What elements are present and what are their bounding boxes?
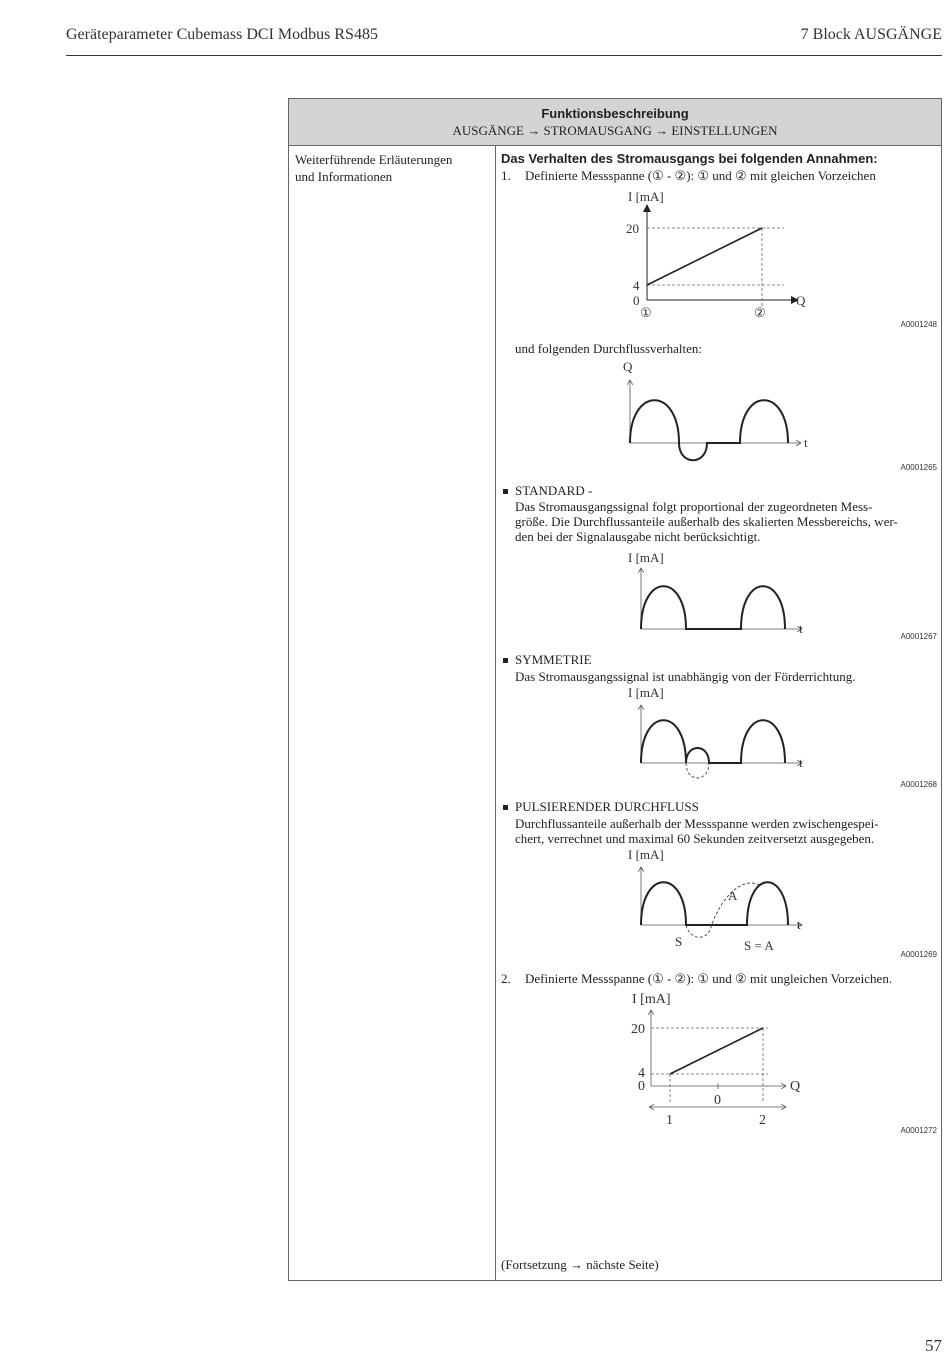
bullet-standard (503, 489, 508, 494)
header-rule (66, 55, 942, 56)
symmetrie-title: SYMMETRIE (515, 652, 592, 667)
fig6-tick-20: 20 (631, 1022, 645, 1037)
table-path: AUSGÄNGE → STROMAUSGANG → EINSTELLUNGEN (452, 123, 778, 138)
standard-line-1: Das Stromausgangssignal folgt proportional der zugeordneten Mess- (515, 499, 873, 514)
fig4-xlabel: t (799, 755, 803, 770)
fig5-label-a: A (728, 888, 738, 903)
standard-line-3: den bei der Signalausgabe nicht berücksichtigt. (515, 529, 761, 544)
fig6-tick-0: 0 (638, 1079, 645, 1094)
fig3-xlabel: t (799, 621, 803, 636)
left-cell (295, 151, 491, 185)
puls-title: PULSIERENDER DURCHFLUSS (515, 799, 699, 814)
fig6-marker-1: 1 (666, 1113, 673, 1128)
figure-standard-output (620, 548, 820, 638)
fig4-ylabel: I [mA] (628, 685, 664, 700)
fig6-marker-2: 2 (759, 1113, 766, 1128)
figure-flow-behaviour (615, 358, 815, 468)
running-header-title: Geräteparameter Cubemass DCI Modbus RS485 (66, 26, 378, 43)
figure-pulsierend-output (620, 845, 820, 955)
page-number: 57 (925, 1336, 942, 1355)
flow-intro: und folgenden Durchflussverhalten: (515, 341, 703, 356)
fig5-label-s: S (675, 934, 683, 949)
column-divider (495, 146, 496, 1280)
bullet-puls (503, 805, 508, 810)
figure-current-span-different-sign (620, 988, 820, 1128)
fig6-xlabel: Q (790, 1079, 801, 1094)
fig6-code: A0001272 (900, 1126, 937, 1135)
fig5-code: A0001269 (900, 950, 937, 959)
fig1-ylabel: I [mA] (628, 189, 664, 204)
intro-heading: Das Verhalten des Stromausgangs bei folgenden Annahmen: (501, 151, 878, 166)
item-1-number: 1. (501, 168, 511, 183)
item-2-text: Definierte Messspanne (① - ②): ① und ② mit ungleichen Vorzeichen. (525, 971, 893, 986)
fig4-code: A0001268 (900, 780, 937, 789)
standard-line-2: größe. Die Durchflussanteile außerhalb des skalierten Messbereichs, wer- (515, 514, 898, 529)
fig2-code: A0001265 (900, 463, 937, 472)
running-header-section: 7 Block AUSGÄNGE (800, 26, 942, 43)
continuation-note: (Fortsetzung → nächste Seite) (501, 1257, 659, 1272)
fig1-tick-4: 4 (633, 278, 640, 293)
fig2-ylabel: Q (623, 359, 633, 374)
fig1-marker-2: ② (754, 305, 766, 320)
fig2-xlabel: t (804, 435, 808, 450)
fig5-label-eq: S = A (744, 938, 774, 953)
puls-line-1: Durchflussanteile außerhalb der Messspanne werden zwischengespei- (515, 816, 879, 831)
fig5-ylabel: I [mA] (628, 847, 664, 862)
fig5-xlabel: t (797, 917, 801, 932)
figure-symmetrie-output (620, 683, 820, 783)
table-header (289, 99, 941, 146)
table-title: Funktionsbeschreibung (541, 106, 689, 121)
puls-line-2: chert, verrechnet und maximal 60 Sekunden zeitversetzt ausgegeben. (515, 831, 875, 846)
figure-current-span-same-sign (600, 185, 820, 320)
fig1-code: A0001248 (900, 320, 937, 329)
symmetrie-text: Das Stromausgangssignal ist unabhängig von der Förderrichtung. (515, 669, 856, 684)
fig1-tick-0: 0 (633, 293, 640, 308)
fig6-x0: 0 (714, 1093, 721, 1108)
bullet-symmetrie (503, 658, 508, 663)
fig1-xlabel: Q (796, 293, 806, 308)
item-1-text: Definierte Messspanne (① - ②): ① und ② mit gleichen Vorzeichen (525, 168, 876, 183)
fig1-marker-1: ① (640, 305, 652, 320)
left-cell-line-1: Weiterführende Erläuterungen (295, 152, 453, 167)
standard-title: STANDARD - (515, 483, 593, 498)
fig3-code: A0001267 (900, 632, 937, 641)
left-cell-line-2: und Informationen (295, 169, 393, 184)
fig1-tick-20: 20 (626, 221, 639, 236)
item-2-number: 2. (501, 971, 511, 986)
fig3-ylabel: I [mA] (628, 550, 664, 565)
fig6-tick-4: 4 (638, 1066, 645, 1081)
fig6-ylabel: I [mA] (632, 992, 671, 1007)
